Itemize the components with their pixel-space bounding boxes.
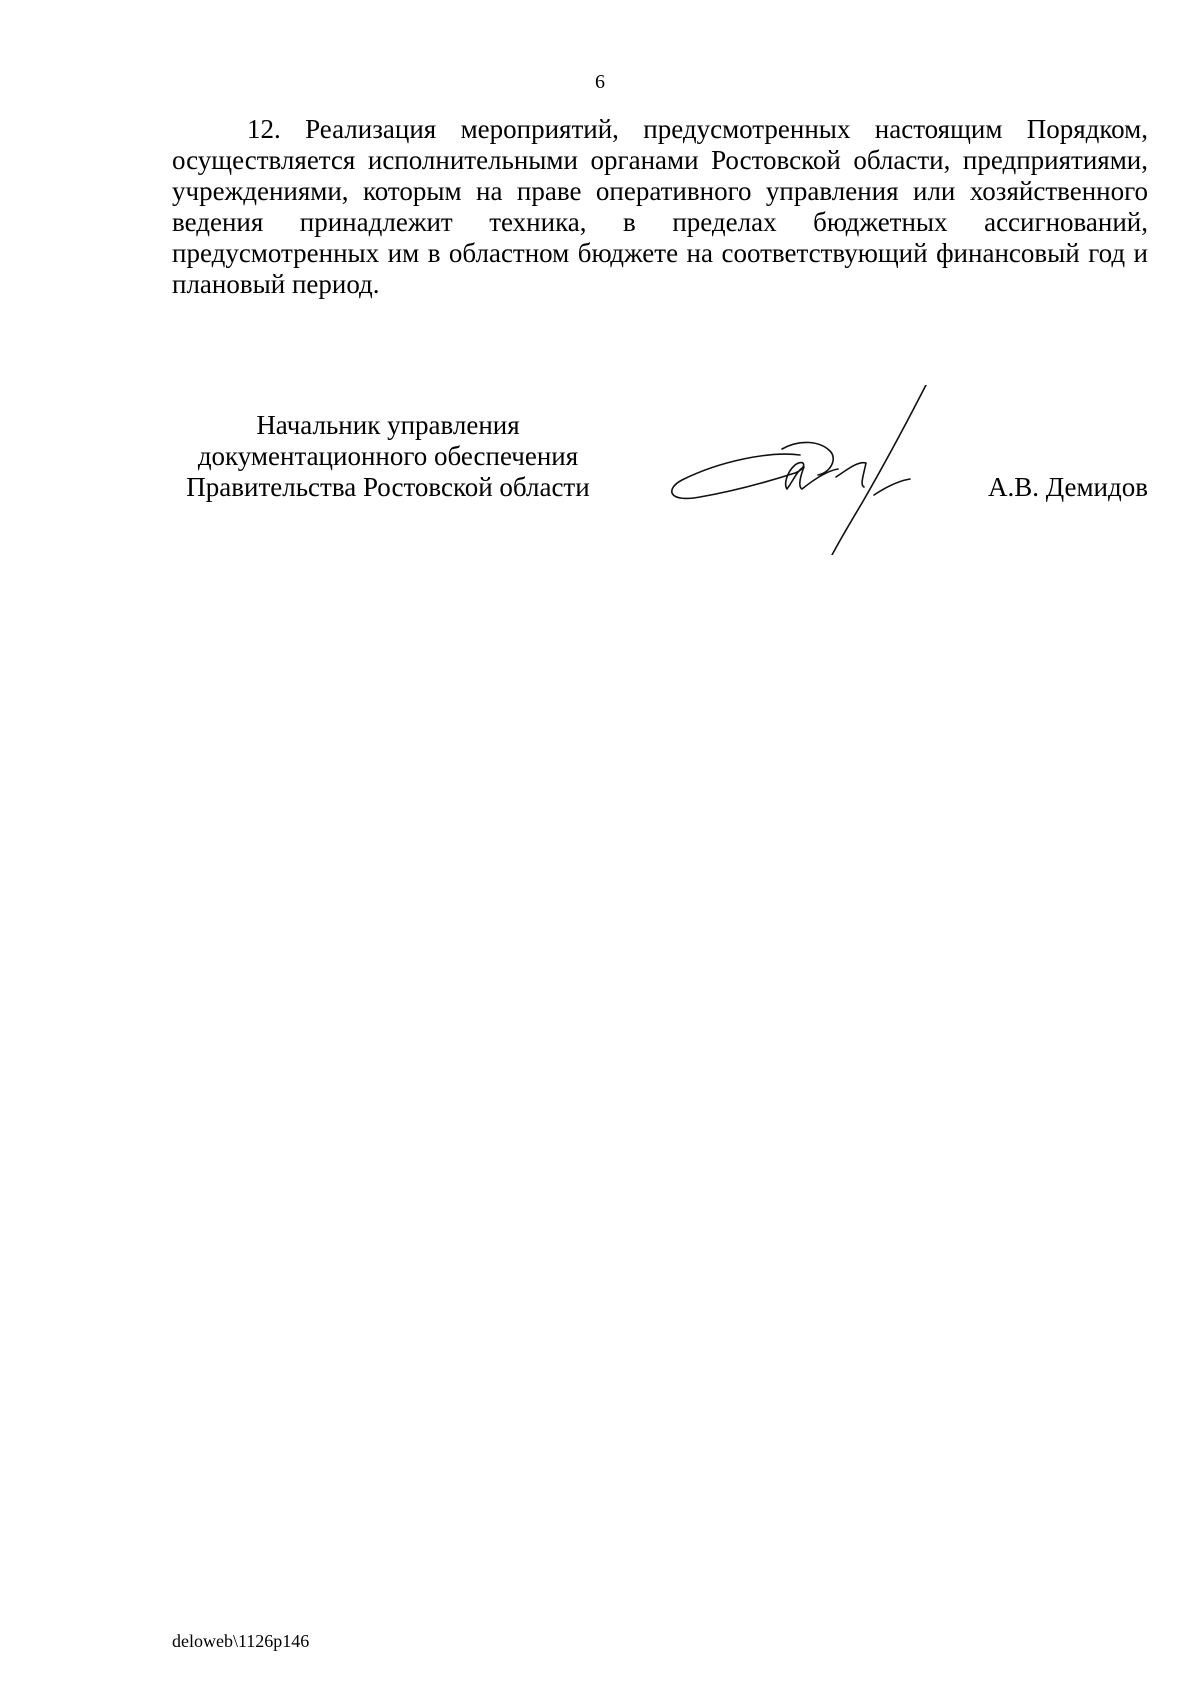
signatory-name: А.В. Демидов bbox=[987, 472, 1148, 502]
signatory-position-line-3: Правительства Ростовской области bbox=[186, 472, 590, 502]
paragraph-item-12: 12. Реализация мероприятий, предусмотренных настоящим Порядком, осуществляется исполнительными органами Ростовской области, предприятиями, учреждениями, которым на праве оперативного управления или хозяйственного ведения принадлежит техника, в пределах бюджетных ассигнований, предусмотренных им в областном бюджете на соответствующий финансовый год и плановый период. bbox=[172, 114, 1148, 299]
document-reference: deloweb\1126р146 bbox=[172, 1631, 310, 1651]
signatory-position-line-1: Начальник управления bbox=[256, 410, 520, 440]
signatory-position bbox=[172, 410, 604, 503]
signatory-position-line-2: документационного обеспечения bbox=[197, 441, 579, 471]
handwritten-signature-icon bbox=[660, 385, 960, 555]
page-number: 6 bbox=[595, 71, 605, 93]
